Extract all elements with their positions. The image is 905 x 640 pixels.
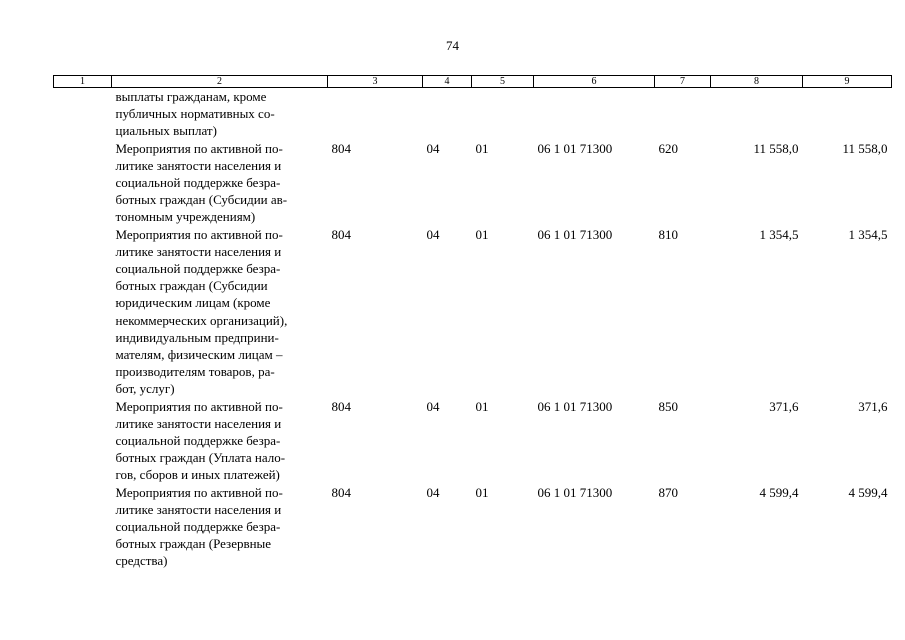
name-line: Мероприятия по активной по- (115, 226, 283, 242)
cell-section: 04 (426, 484, 440, 500)
column-header-3: 3 (328, 76, 423, 88)
cell-section: 04 (426, 140, 440, 156)
column-number-row (54, 76, 892, 88)
cell-expense-type: 620 (658, 140, 678, 156)
cell-expense-type (655, 88, 711, 140)
table-row (54, 88, 892, 140)
cell-section (423, 88, 472, 140)
cell-subsection (472, 88, 534, 140)
column-header-1: 1 (54, 76, 112, 88)
cell-target-article (534, 88, 655, 140)
name-line: социальной поддержке безра- (115, 175, 281, 191)
cell-section: 04 (426, 398, 440, 414)
cell-name (112, 484, 328, 570)
name-line: гов, сборов и иных платежей) (115, 467, 280, 483)
cell-target-article: 06 1 01 71300 (537, 140, 613, 156)
cell-target-article: 06 1 01 71300 (537, 484, 613, 500)
cell-amount: 4 599,4 (759, 484, 799, 500)
table-row (54, 226, 892, 398)
cell-name (112, 88, 328, 140)
cell-expense-type: 810 (658, 226, 678, 242)
cell-amount: 371,6 (769, 398, 799, 414)
name-line: мателям, физическим лицам – (115, 347, 283, 363)
cell-name (112, 140, 328, 226)
page-number: 74 (446, 38, 459, 53)
name-line: Мероприятия по активной по- (115, 398, 283, 414)
cell-name (112, 398, 328, 484)
table-body (54, 88, 892, 570)
cell-amount-total: 4 599,4 (848, 484, 888, 500)
column-header-7: 7 (655, 76, 711, 88)
name-line: производителям товаров, ра- (115, 364, 275, 380)
cell-ministry-code: 804 (331, 398, 351, 414)
table-row (54, 140, 892, 226)
name-line: литике занятости населения и (115, 243, 282, 259)
name-line: ботных граждан (Резервные (115, 536, 272, 552)
budget-table (53, 75, 892, 570)
cell-col1 (54, 88, 112, 140)
cell-subsection: 01 (475, 484, 489, 500)
name-line: средства) (115, 553, 168, 569)
name-line: индивидуальным предприни- (115, 329, 279, 345)
cell-amount-total: 11 558,0 (842, 140, 888, 156)
cell-ministry-code: 804 (331, 484, 351, 500)
name-line: выплаты гражданам, кроме (115, 89, 267, 104)
cell-subsection: 01 (475, 398, 489, 414)
name-line: некоммерческих организаций), (115, 312, 288, 328)
name-line: социальной поддержке безра- (115, 519, 281, 535)
name-line: юридическим лицам (кроме (115, 295, 271, 311)
cell-ministry-code: 804 (331, 140, 351, 156)
column-header-5: 5 (472, 76, 534, 88)
name-line: литике занятости населения и (115, 415, 282, 431)
cell-ministry-code: 804 (331, 226, 351, 242)
cell-col1 (54, 484, 112, 570)
cell-name (112, 226, 328, 398)
name-line: социальной поддержке безра- (115, 433, 281, 449)
cell-target-article: 06 1 01 71300 (537, 226, 613, 242)
name-line: циальных выплат) (115, 123, 217, 139)
cell-subsection: 01 (475, 140, 489, 156)
cell-ministry-code (328, 88, 423, 140)
name-line: публичных нормативных со- (115, 106, 275, 122)
name-line: тономным учреждениям) (115, 209, 256, 225)
cell-section: 04 (426, 226, 440, 242)
name-line: литике занятости населения и (115, 501, 282, 517)
cell-expense-type: 850 (658, 398, 678, 414)
name-line: Мероприятия по активной по- (115, 484, 283, 500)
table-row (54, 484, 892, 570)
cell-subsection: 01 (475, 226, 489, 242)
table-row (54, 398, 892, 484)
cell-col1 (54, 140, 112, 226)
column-header-2: 2 (112, 76, 328, 88)
name-line: ботных граждан (Субсидии (115, 278, 268, 294)
name-line: литике занятости населения и (115, 157, 282, 173)
name-line: ботных граждан (Уплата нало- (115, 450, 286, 466)
column-header-9: 9 (803, 76, 892, 88)
cell-amount: 11 558,0 (753, 140, 799, 156)
name-line: ботных граждан (Субсидии ав- (115, 192, 288, 208)
name-line: социальной поддержке безра- (115, 261, 281, 277)
column-header-4: 4 (423, 76, 472, 88)
cell-amount: 1 354,5 (759, 226, 799, 242)
cell-amount-total: 371,6 (858, 398, 888, 414)
cell-target-article: 06 1 01 71300 (537, 398, 613, 414)
cell-amount (711, 88, 803, 140)
name-line: Мероприятия по активной по- (115, 140, 283, 156)
column-header-6: 6 (534, 76, 655, 88)
cell-amount-total (803, 88, 892, 140)
column-header-8: 8 (711, 76, 803, 88)
cell-amount-total: 1 354,5 (848, 226, 888, 242)
cell-col1 (54, 398, 112, 484)
name-line: бот, услуг) (115, 381, 175, 397)
cell-col1 (54, 226, 112, 398)
cell-expense-type: 870 (658, 484, 678, 500)
